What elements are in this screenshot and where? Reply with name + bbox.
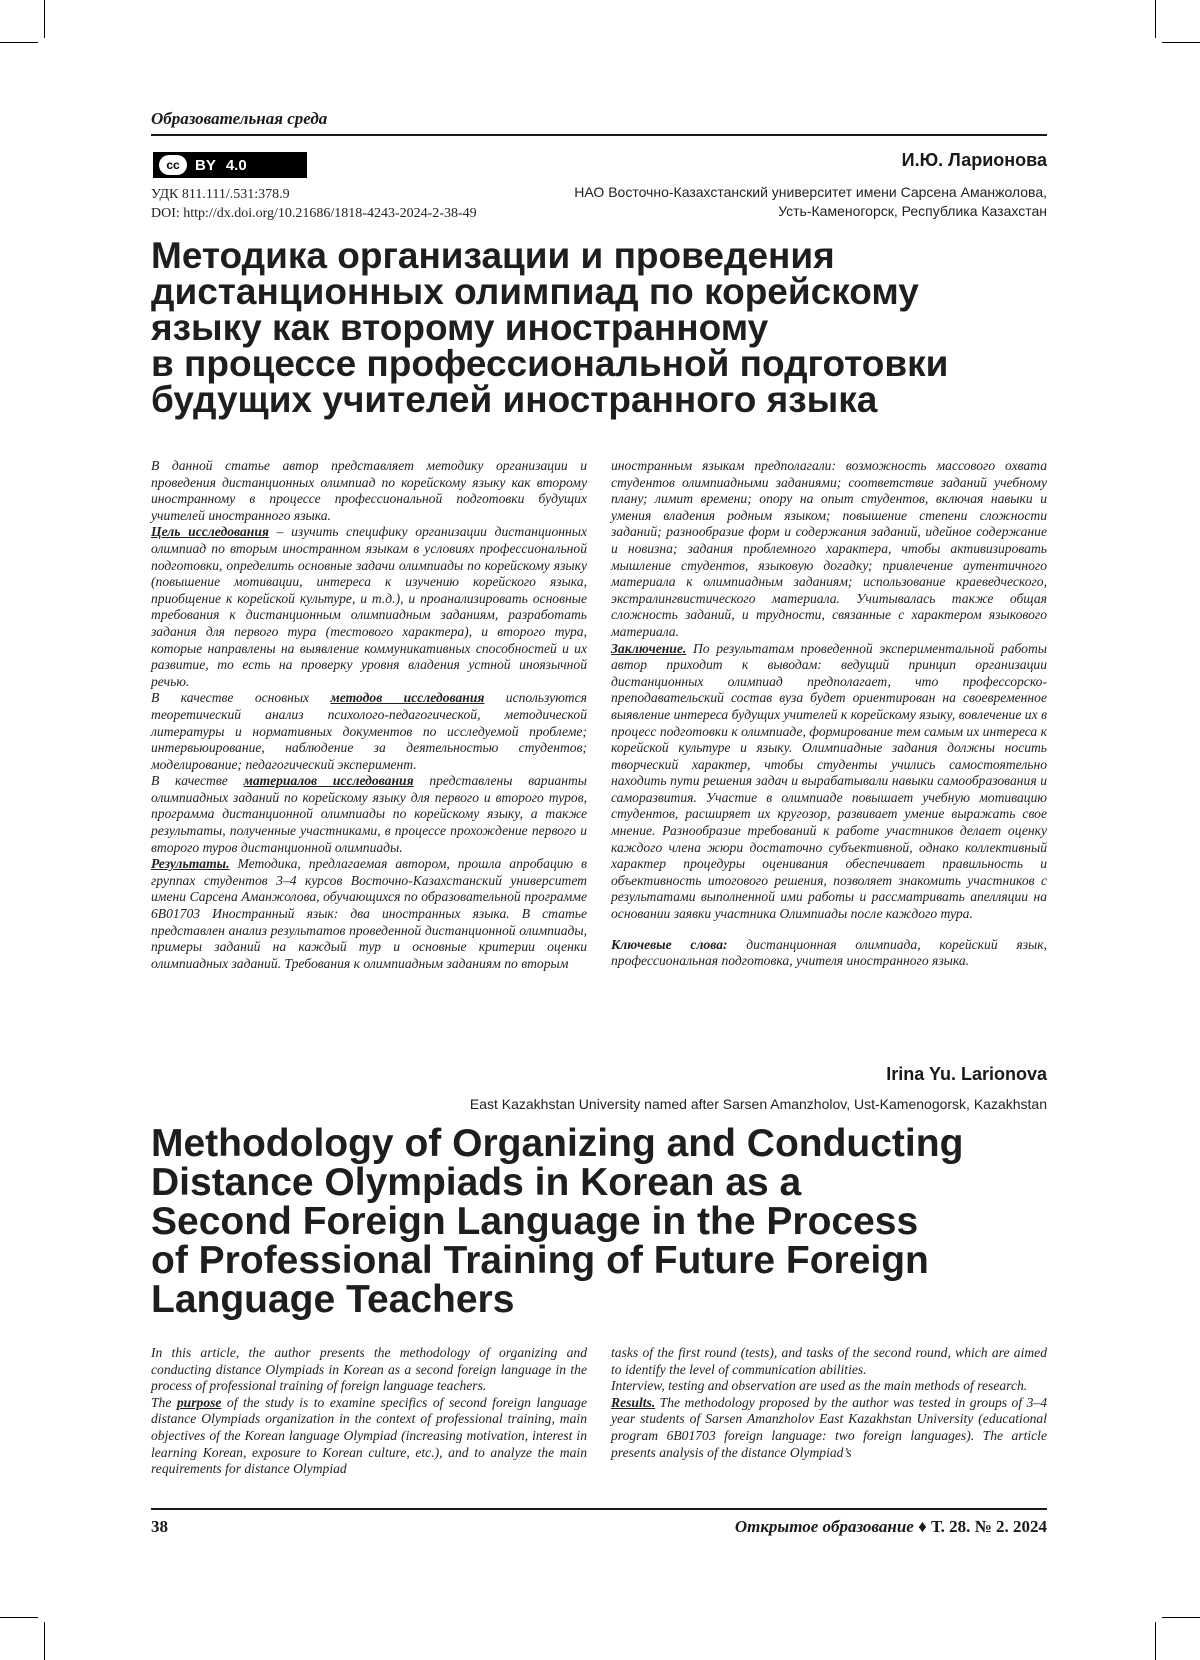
article-meta xyxy=(151,185,477,223)
crop-mark xyxy=(44,0,45,38)
crop-mark xyxy=(1155,1622,1156,1660)
title-line: в процессе профессиональной подготовки xyxy=(151,343,949,384)
materials-pre: В качестве xyxy=(151,773,244,789)
crop-mark xyxy=(1162,1617,1200,1618)
volume-issue: Т. 28. № 2. 2024 xyxy=(931,1517,1047,1536)
purpose-text: of the study is to examine specifics of second foreign language distance Olympiads organization in the context of professional training, main objectives of the Korean language Olympiad (increasing motivation, interest in learning Korean, exposure to Korean culture, etc.), and to analyze the main requirements for distance Olympiad xyxy=(151,1394,587,1477)
diamond-separator: ♦ xyxy=(913,1517,932,1536)
page-number: 38 xyxy=(151,1517,168,1536)
crop-mark xyxy=(1162,42,1200,43)
purpose-label: purpose xyxy=(176,1394,222,1410)
abstract-results xyxy=(611,1395,1047,1461)
footer-rule xyxy=(151,1508,1047,1510)
article-title-en xyxy=(151,1124,1051,1319)
cc-icon: cc xyxy=(159,155,187,175)
title-line: языку как второму иностранному xyxy=(151,307,769,348)
results-text: Методика, предлагаемая автором, прошла апробацию в группах студентов 3–4 курсов Восточно-Казахстанский университет имени Сарсена Аманжолова, обучающихся по образовательной программе 6В01703 Иностранный язык: два иностранных языка. В статье представлен анализ результатов проведенной дистанционной олимпиады, примеры заданий на каждый тур и основные критерии оценки олимпиадных заданий. Требования к олимпиадным заданиям по вторым xyxy=(151,856,587,971)
conclusion-label: Заключение. xyxy=(611,640,687,656)
abstract-goal xyxy=(151,524,587,690)
title-line: Distance Olympiads in Korean as a xyxy=(151,1161,802,1204)
abstract-conclusion xyxy=(611,641,1047,923)
materials-label: материалов исследования xyxy=(243,773,414,789)
abstract-methods: Interview, testing and observation are used as the main methods of research. xyxy=(611,1378,1028,1394)
affiliation-ru-line: НАО Восточно-Казахстанский университет имени Сарсена Аманжолова, xyxy=(574,184,1047,200)
keywords-text: дистанционная олимпиада, корейский язык, профессиональная подготовка, учителя иностранного языка. xyxy=(611,936,1047,969)
author-name-ru: И.Ю. Ларионова xyxy=(901,150,1047,170)
abstract-intro: В данной статье автор представляет методику организации и проведения дистанционных олимпиад по корейскому языку как второму иностранному в процессе профессиональной подготовки будущих учителей иностранного языка. xyxy=(151,458,587,523)
title-line: Language Teachers xyxy=(151,1278,515,1321)
abstract-results xyxy=(151,856,587,972)
article-title-ru xyxy=(151,235,1051,420)
affiliation-ru xyxy=(574,183,1047,221)
methods-pre: В качестве основных xyxy=(151,690,331,706)
cc-license-badge[interactable] xyxy=(153,152,307,178)
abstract-keywords xyxy=(611,937,1047,970)
results-label: Results. xyxy=(611,1394,656,1410)
section-label: Образовательная среда xyxy=(151,109,328,128)
journal-citation xyxy=(735,1517,1047,1537)
abstract-ru-right-column xyxy=(611,458,1047,970)
crop-mark xyxy=(1155,0,1156,38)
abstract-materials xyxy=(151,773,587,856)
conclusion-text: По результатам проведенной экспериментальной работы автор приходит к выводам: ведущий принцип организации дистанционных олимпиад предполагает, что профессорско-преподавательский состав вуза будет ориентирован на своевременное выявление интереса будущих учителей к корейскому языку, вовлечение их в процесс подготовки к олимпиаде, формирование тем самым их интереса к корейской культуре и языку. Олимпиадные задания должны носить творческий характер, чтобы студенты учились самостоятельно находить пути решения задач и вырабатывали навыки самообразования и саморазвития. Участие в олимпиаде повышает учебную мотивацию студентов, расширяет их кругозор, развивает умение выражать свое мнение. Разнообразие требований к работе участников делает оценку каждого члена жюри достаточно субъективной, однако коллективный характер процедуры оценивания обеспечивает правильность и объективность итогового решения, позволяет знакомить участников с результатами выполненной ими работы и рассматривать апелляции на основании заявки участника Олимпиады после каждого тура. xyxy=(611,640,1047,922)
materials-text: представлены варианты олимпиадных заданий по корейскому языку для первого и второго туров, программа дистанционной олимпиады по корейскому языку, а также результаты, полученные участниками, в процессе прохождение первого и второго туров дистанционной олимпиады. xyxy=(151,773,587,855)
abstract-continuation: tasks of the first round (tests), and tasks of the second round, which are aimed to identify the level of communication abilities. xyxy=(611,1345,1047,1377)
keywords-label: Ключевые слова: xyxy=(611,936,728,952)
goal-text: – изучить специфику организации дистанционных олимпиад по вторым иностранном языкам в условиях профессиональной подготовки, определить основные задачи олимпиады по корейскому языку (повышение мотивации, интереса к изучению корейского языка, приобщение к корейской культуре, и т.д.), и проанализировать основные требования к дистанционным олимпиадным заданиям, разработать задания для первого тура (тестового характера), и второго тура, которые направлены на выявление коммуникативных способностей и их развитие, то есть на проверку уровня владения устной иноязычной речью. xyxy=(151,524,587,689)
goal-label: Цель исследования xyxy=(151,524,269,540)
abstract-purpose xyxy=(151,1395,587,1478)
doi-link[interactable]: DOI: http://dx.doi.org/10.21686/1818-4243-2024-2-38-49 xyxy=(151,206,477,221)
cc-version: 4.0 xyxy=(225,156,247,174)
abstract-methods xyxy=(151,690,587,773)
title-line: Методика организации и проведения xyxy=(151,235,835,276)
methods-text: используются теоретический анализ психолого-педагогической, методической литературы и нормативных документов по исследуемой проблеме; интервьюирование, наблюдение за деятельностью студентов; моделирование; педагогический эксперимент. xyxy=(151,690,587,772)
abstract-en-left-column xyxy=(151,1345,587,1478)
abstract-intro: In this article, the author presents the methodology of organizing and conducting distance Olympiads in Korean as a second foreign language in the process of professional training of foreign language teachers. xyxy=(151,1345,587,1394)
results-text: The methodology proposed by the author was tested in groups of 3–4 year students of Sarsen Amanzholov East Kazakhstan University (educational program 6B01703 foreign language: two foreign languages). The article presents analysis of the distance Olympiad’s xyxy=(611,1394,1047,1460)
methods-label: методов исследования xyxy=(330,690,485,706)
title-line: Second Foreign Language in the Process xyxy=(151,1200,919,1243)
cc-by-label: BY xyxy=(195,156,216,174)
author-name-en: Irina Yu. Larionova xyxy=(886,1064,1047,1084)
header-rule xyxy=(151,134,1047,136)
crop-mark xyxy=(0,42,38,43)
abstract-continuation: иностранным языкам предполагали: возможность массового охвата студентов олимпиадными заданиями; соответствие заданий учебному плану; лимит времени; опору на опыт студентов, включая навыки и умения владения родным языком; повышение степени сложности заданий; разнообразие форм и содержания заданий, идейное содержание и новизна; задания проблемного характера, чтобы активизировать мышление студентов, языковую догадку; привлечение аутентичного материала к олимпиадным заданиям; использование краеведческого, экстралингвистического материала. Учитывалась также общая сложность заданий, и трудности, связанные с характером языкового материала. xyxy=(611,458,1047,639)
title-line: of Professional Training of Future Foreign xyxy=(151,1239,929,1282)
abstract-en-right-column xyxy=(611,1345,1047,1461)
journal-name: Открытое образование xyxy=(734,1517,914,1536)
abstract-ru-left-column xyxy=(151,458,587,972)
results-label: Результаты. xyxy=(151,856,230,872)
title-line: будущих учителей иностранного языка xyxy=(151,379,878,420)
title-line: дистанционных олимпиад по корейскому xyxy=(151,271,919,312)
udk-code: УДК 811.111/.531:378.9 xyxy=(151,187,290,202)
crop-mark xyxy=(44,1622,45,1660)
crop-mark xyxy=(0,1617,38,1618)
title-line: Methodology of Organizing and Conducting xyxy=(151,1122,964,1165)
affiliation-ru-line: Усть-Каменогорск, Республика Казахстан xyxy=(778,203,1047,219)
purpose-pre: The xyxy=(151,1394,177,1410)
affiliation-en: East Kazakhstan University named after Sarsen Amanzholov, Ust-Kamenogorsk, Kazakhstan xyxy=(469,1096,1047,1112)
